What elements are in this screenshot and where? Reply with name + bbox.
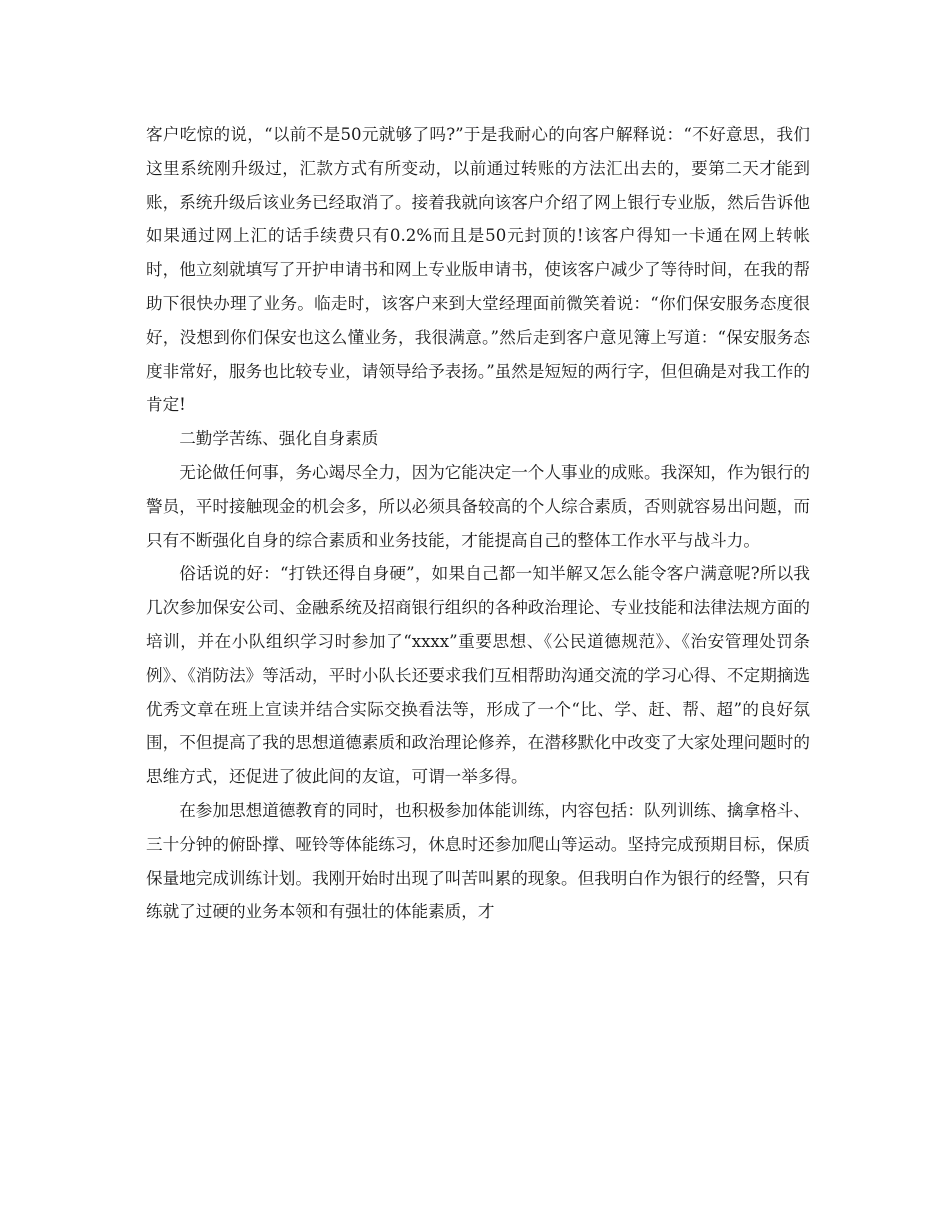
paragraph-physical: 在参加思想道德教育的同时，也积极参加体能训练，内容包括：队列训练、擒拿格斗、三十分钟的俯卧撑、哑铃等体能练习，休息时还参加爬山等运动。坚持完成预期目标，保质保量地完成训练计划。我刚开始时出现了叫苦叫累的现象。但我明白作为银行的经警，只有练就了过硬的业务本领和有强壮的体能素质，才 [146,800,810,922]
document-body [146,118,810,929]
paragraph-quality: 无论做任何事，务心竭尽全力，因为它能决定一个人事业的成账。我深知，作为银行的警员，平时接触现金的机会多，所以必须具备较高的个人综合素质，否则就容易出问题，而只有不断强化自身的综合素质和业务技能，才能提高自己的整体工作水平与战斗力。 [146,462,810,550]
section-heading-study: 二勤学苦练、强化自身素质 [179,429,379,449]
paragraph-customer-story: 客户吃惊的说，“以前不是50元就够了吗?”于是我耐心的向客户解释说：“不好意思，我们这里系统刚升级过，汇款方式有所变动，以前通过转账的方法汇出去的，要第二天才能到账，系统升级后该业务已经取消了。接着我就向该客户介绍了网上银行专业版，然后告诉他如果通过网上汇的话手续费只有0.2%而且是50元封顶的!该客户得知一卡通在网上转帐时，他立刻就填写了开护申请书和网上专业版申请书，使该客户减少了等待时间，在我的帮助下很快办理了业务。临走时，该客户来到大堂经理面前微笑着说：“你们保安服务态度很好，没想到你们保安也这么懂业务，我很满意。”然后走到客户意见簿上写道：“保安服务态度非常好，服务也比较专业，请领导给予表扬。”虽然是短短的两行字，但但确是对我工作的肯定! [146,125,810,415]
paragraph-training: 俗话说的好：“打铁还得自身硬”，如果自己都一知半解又怎么能令客户满意呢?所以我几次参加保安公司、金融系统及招商银行组织的各种政治理论、专业技能和法律法规方面的培训，并在小队组织学习时参加了“xxxx”重要思想、《公民道德规范》、《治安管理处罚条例》、《消防法》等活动，平时小队长还要求我们互相帮助沟通交流的学习心得、不定期摘选优秀文章在班上宣读并结合实际交换看法等，形成了一个“比、学、赶、帮、超”的良好氛围，不但提高了我的思想道德素质和政治理论修养，在潜移默化中改变了大家处理问题时的思维方式，还促进了彼此间的友谊，可谓一举多得。 [146,564,810,787]
